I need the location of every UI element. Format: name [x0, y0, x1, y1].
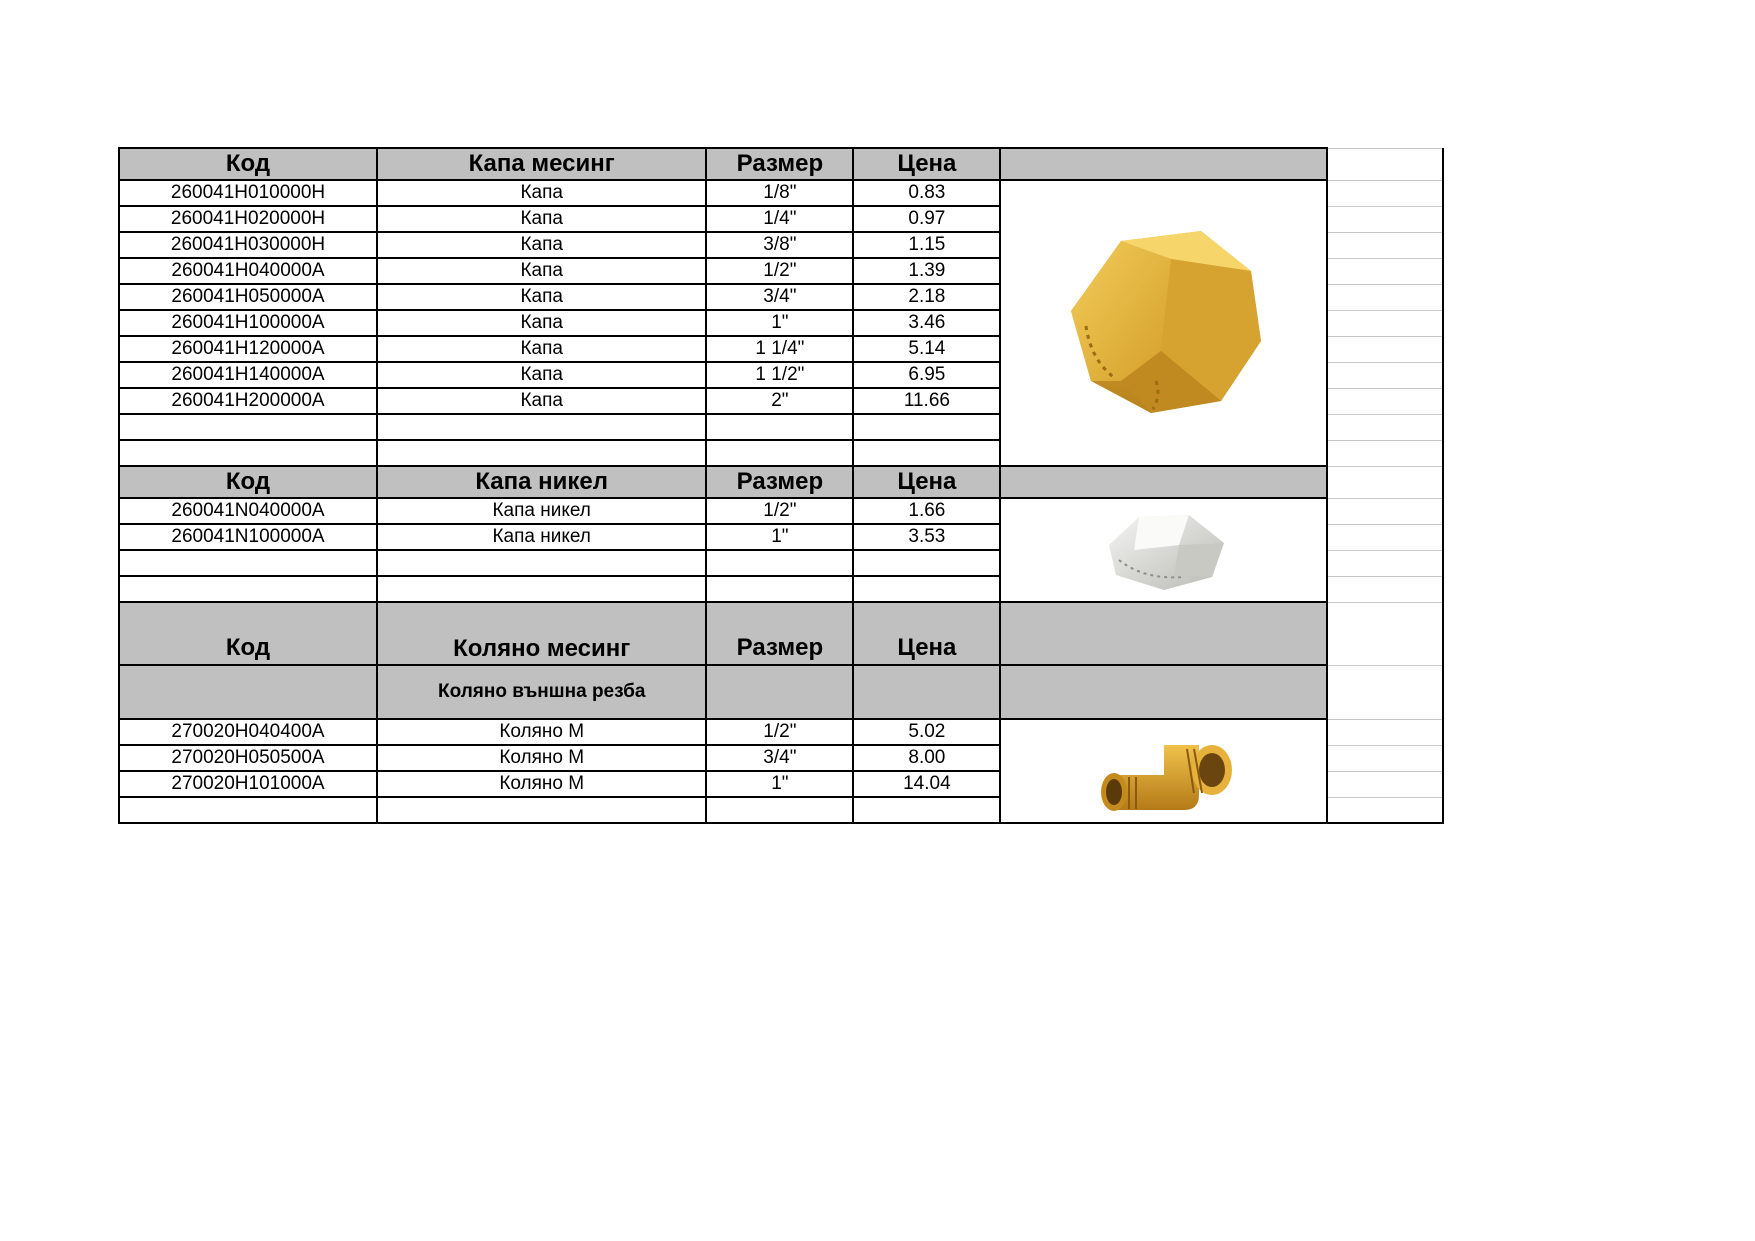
- header-row: [119, 466, 1443, 498]
- subheader-empty: [1000, 665, 1327, 719]
- product-cell: Капа никел: [377, 498, 706, 524]
- empty-cell: [377, 414, 706, 440]
- product-cell: Коляно М: [377, 771, 706, 797]
- header-code: Код: [119, 466, 377, 498]
- price-cell: 3.53: [853, 524, 1000, 550]
- side-cell: [1327, 771, 1443, 797]
- size-cell: 1": [706, 771, 853, 797]
- product-cell: Коляно М: [377, 745, 706, 771]
- empty-cell: [853, 797, 1000, 823]
- product-cell: Капа: [377, 336, 706, 362]
- product-cell: Капа: [377, 388, 706, 414]
- side-cell: [1327, 362, 1443, 388]
- size-cell: 1/4": [706, 206, 853, 232]
- subheader-empty: [706, 665, 853, 719]
- side-cell: [1327, 550, 1443, 576]
- code-cell: 260041H020000H: [119, 206, 377, 232]
- code-cell: 260041N100000A: [119, 524, 377, 550]
- empty-cell: [706, 576, 853, 602]
- side-cell: [1327, 745, 1443, 771]
- side-cell: [1327, 232, 1443, 258]
- side-cell: [1327, 524, 1443, 550]
- code-cell: 260041H100000A: [119, 310, 377, 336]
- empty-cell: [706, 414, 853, 440]
- size-cell: 3/8": [706, 232, 853, 258]
- empty-cell: [119, 550, 377, 576]
- table-row: [119, 180, 1443, 206]
- brass-elbow-fitting-icon: [1094, 725, 1234, 817]
- price-cell: 5.14: [853, 336, 1000, 362]
- header-price: Цена: [853, 466, 1000, 498]
- size-cell: 1": [706, 524, 853, 550]
- price-cell: 2.18: [853, 284, 1000, 310]
- size-cell: 3/4": [706, 284, 853, 310]
- side-cell: [1327, 206, 1443, 232]
- price-table: [118, 147, 1444, 824]
- side-cell: [1327, 440, 1443, 466]
- side-cell: [1327, 388, 1443, 414]
- empty-cell: [119, 414, 377, 440]
- side-cell: [1327, 148, 1443, 180]
- header-product: Капа никел: [377, 466, 706, 498]
- empty-cell: [377, 440, 706, 466]
- code-cell: 270020H040400A: [119, 719, 377, 745]
- empty-cell: [706, 440, 853, 466]
- empty-cell: [853, 550, 1000, 576]
- product-cell: Капа: [377, 310, 706, 336]
- price-cell: 11.66: [853, 388, 1000, 414]
- size-cell: 1/2": [706, 258, 853, 284]
- product-cell: Капа: [377, 206, 706, 232]
- header-size: Размер: [706, 148, 853, 180]
- code-cell: 260041H120000A: [119, 336, 377, 362]
- product-cell: Капа: [377, 284, 706, 310]
- side-cell: [1327, 719, 1443, 745]
- side-cell: [1327, 498, 1443, 524]
- product-cell: Коляно М: [377, 719, 706, 745]
- product-image-cell: [1000, 180, 1327, 466]
- code-cell: 260041H040000A: [119, 258, 377, 284]
- side-cell: [1327, 258, 1443, 284]
- header-code: Код: [119, 602, 377, 665]
- product-cell: Капа: [377, 258, 706, 284]
- code-cell: 260041N040000A: [119, 498, 377, 524]
- empty-cell: [377, 797, 706, 823]
- side-cell: [1327, 336, 1443, 362]
- header-price: Цена: [853, 148, 1000, 180]
- subheader-empty: [853, 665, 1000, 719]
- side-cell: [1327, 602, 1443, 665]
- price-cell: 6.95: [853, 362, 1000, 388]
- nickel-hex-cap-icon: [1094, 505, 1234, 595]
- empty-cell: [706, 797, 853, 823]
- table-row: [119, 498, 1443, 524]
- header-price: Цена: [853, 602, 1000, 665]
- size-cell: 1/8": [706, 180, 853, 206]
- price-cell: 1.39: [853, 258, 1000, 284]
- size-cell: 1 1/4": [706, 336, 853, 362]
- empty-cell: [853, 440, 1000, 466]
- size-cell: 1/2": [706, 719, 853, 745]
- size-cell: 1": [706, 310, 853, 336]
- price-cell: 1.15: [853, 232, 1000, 258]
- price-cell: 5.02: [853, 719, 1000, 745]
- side-cell: [1327, 576, 1443, 602]
- subheader-label: Коляно външна резба: [377, 665, 706, 719]
- code-cell: 260041H030000H: [119, 232, 377, 258]
- header-row: [119, 148, 1443, 180]
- code-cell: 260041H140000A: [119, 362, 377, 388]
- header-image: [1000, 466, 1327, 498]
- empty-cell: [119, 797, 377, 823]
- side-cell: [1327, 797, 1443, 823]
- price-cell: 0.97: [853, 206, 1000, 232]
- header-size: Размер: [706, 602, 853, 665]
- price-cell: 0.83: [853, 180, 1000, 206]
- product-cell: Капа: [377, 232, 706, 258]
- header-row: [119, 602, 1443, 665]
- code-cell: 270020H050500A: [119, 745, 377, 771]
- empty-cell: [853, 414, 1000, 440]
- empty-cell: [853, 576, 1000, 602]
- product-cell: Капа: [377, 362, 706, 388]
- table-row: [119, 719, 1443, 745]
- side-cell: [1327, 466, 1443, 498]
- subheader-row: [119, 665, 1443, 719]
- header-image: [1000, 602, 1327, 665]
- header-size: Размер: [706, 466, 853, 498]
- price-cell: 1.66: [853, 498, 1000, 524]
- empty-cell: [377, 550, 706, 576]
- side-cell: [1327, 665, 1443, 719]
- subheader-empty: [119, 665, 377, 719]
- side-cell: [1327, 414, 1443, 440]
- side-cell: [1327, 180, 1443, 206]
- empty-cell: [119, 576, 377, 602]
- empty-cell: [119, 440, 377, 466]
- brass-hex-cap-icon: [1061, 231, 1267, 415]
- product-cell: Капа: [377, 180, 706, 206]
- product-cell: Капа никел: [377, 524, 706, 550]
- header-image: [1000, 148, 1327, 180]
- empty-cell: [377, 576, 706, 602]
- side-cell: [1327, 284, 1443, 310]
- header-product: Коляно месинг: [377, 602, 706, 665]
- price-cell: 8.00: [853, 745, 1000, 771]
- empty-cell: [706, 550, 853, 576]
- size-cell: 1/2": [706, 498, 853, 524]
- size-cell: 2": [706, 388, 853, 414]
- size-cell: 3/4": [706, 745, 853, 771]
- product-image-cell: [1000, 719, 1327, 823]
- code-cell: 260041H010000H: [119, 180, 377, 206]
- price-cell: 14.04: [853, 771, 1000, 797]
- header-code: Код: [119, 148, 377, 180]
- size-cell: 1 1/2": [706, 362, 853, 388]
- product-image-cell: [1000, 498, 1327, 602]
- code-cell: 270020H101000A: [119, 771, 377, 797]
- code-cell: 260041H050000A: [119, 284, 377, 310]
- code-cell: 260041H200000A: [119, 388, 377, 414]
- side-cell: [1327, 310, 1443, 336]
- header-product: Капа месинг: [377, 148, 706, 180]
- price-cell: 3.46: [853, 310, 1000, 336]
